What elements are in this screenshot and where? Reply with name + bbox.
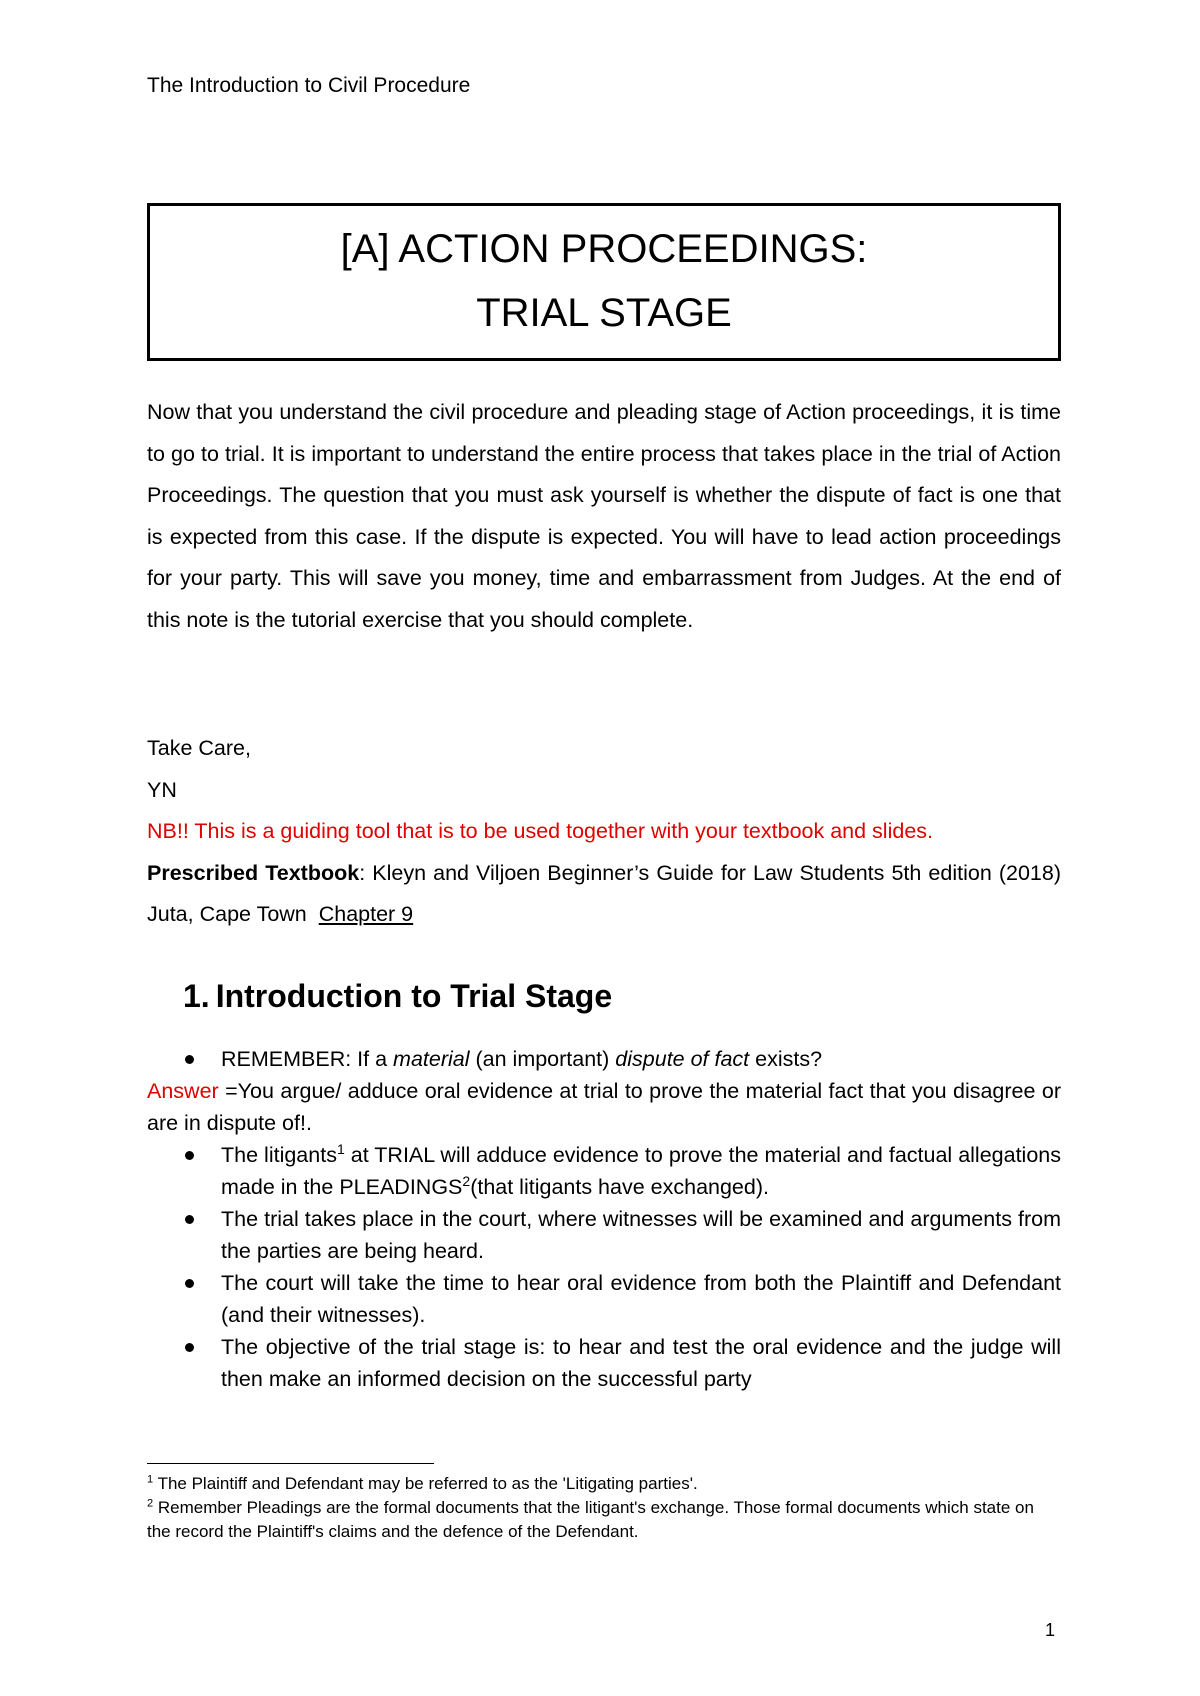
title-line-2: TRIAL STAGE: [476, 291, 732, 335]
bullet-trial-place: [147, 1203, 1061, 1267]
signoff-initials: YN: [147, 777, 177, 802]
remember-mid: (an important): [469, 1047, 616, 1071]
bullet-litigants: [147, 1139, 1061, 1203]
answer-paragraph: [147, 1075, 1061, 1139]
intro-text: Now that you understand the civil procedure and pleading stage of Action proceedings, it is time to go to trial. It is important to understand the entire process that takes place in the trial of Action Proceedings. The question that you must ask yourself is whether the dispute of fact is one that is expected from this case. If the dispute is expected. You will have to lead action proceedings for your party. This will save you money, time and embarrassment from Judges. At the end of this note is the tutorial exercise that you should complete.: [147, 400, 1061, 632]
bullet-dot-icon: [185, 1151, 194, 1160]
bullet-objective: [147, 1331, 1061, 1395]
remember-prefix: REMEMBER: If a: [221, 1047, 394, 1071]
bullet-text: at TRIAL will adduce evidence to prove the material and factual allegations made in the PLEADINGS: [221, 1143, 1061, 1199]
remember-suffix: exists?: [749, 1047, 823, 1071]
bullet-text: The court will take the time to hear oral evidence from both the Plaintiff and Defendant (and their witnesses).: [221, 1271, 1061, 1327]
bullet-text: The trial takes place in the court, where witnesses will be examined and arguments from the parties are being heard.: [221, 1207, 1061, 1263]
title-box: [147, 203, 1061, 361]
footnote-1: [147, 1472, 1061, 1496]
title-line-1: [A] ACTION PROCEEDINGS:: [340, 227, 868, 271]
remember-dispute-of-fact: dispute of fact: [615, 1047, 750, 1071]
chapter-reference: Chapter 9: [318, 902, 414, 926]
bullet-dot-icon: [185, 1279, 194, 1288]
bullet-dot-icon: [185, 1215, 194, 1224]
prescribed-textbook: [147, 853, 1061, 936]
prescribed-label: Prescribed Textbook: [147, 860, 360, 885]
footnote-ref-2[interactable]: 2: [462, 1172, 471, 1189]
intro-paragraph: [147, 392, 1061, 641]
footnote-text: Remember Pleadings are the formal documents that the litigant's exchange. Those formal documents which state on the record the Plaintiff's claims and the defence of the Defendant.: [147, 1498, 1034, 1541]
footnote-mark: 2: [147, 1497, 154, 1510]
prescribed-text: : Kleyn and Viljoen Beginner’s Guide for Law Students 5th edition (2018) Juta, Cape Town: [147, 860, 1061, 926]
page-number: 1: [1045, 1620, 1056, 1640]
answer-label: Answer: [147, 1079, 219, 1103]
nb-note: NB!! This is a guiding tool that is to be used together with your textbook and slides.: [147, 819, 933, 843]
bullet-text: (that litigants have exchanged).: [470, 1175, 769, 1199]
bullet-dot-icon: [185, 1055, 194, 1064]
footnote-mark: 1: [147, 1473, 154, 1486]
footnote-2: [147, 1496, 1061, 1544]
signoff-greeting: Take Care,: [147, 736, 251, 760]
running-header: The Introduction to Civil Procedure: [147, 74, 471, 97]
section-body: [147, 1043, 1061, 1395]
section-number: 1.: [183, 978, 210, 1014]
section-heading: [183, 978, 612, 1015]
answer-text: =You argue/ adduce oral evidence at trial to prove the material fact that you disagree or are in dispute of!.: [147, 1079, 1061, 1135]
signoff-block: [147, 728, 1061, 936]
section-title: Introduction to Trial Stage: [215, 978, 613, 1014]
footnotes: [147, 1472, 1061, 1544]
bullet-text: The litigants: [221, 1143, 337, 1167]
remember-material: material: [393, 1047, 470, 1071]
footnote-divider: [147, 1463, 434, 1464]
bullet-dot-icon: [185, 1343, 194, 1352]
bullet-text: The objective of the trial stage is: to hear and test the oral evidence and the judge will then make an informed decision on the successful party: [221, 1335, 1061, 1391]
bullet-remember: [147, 1043, 1061, 1075]
bullet-oral-evidence: [147, 1267, 1061, 1331]
footnote-ref-1[interactable]: 1: [336, 1140, 345, 1157]
footnote-text: The Plaintiff and Defendant may be referred to as the 'Litigating parties'.: [153, 1474, 698, 1493]
